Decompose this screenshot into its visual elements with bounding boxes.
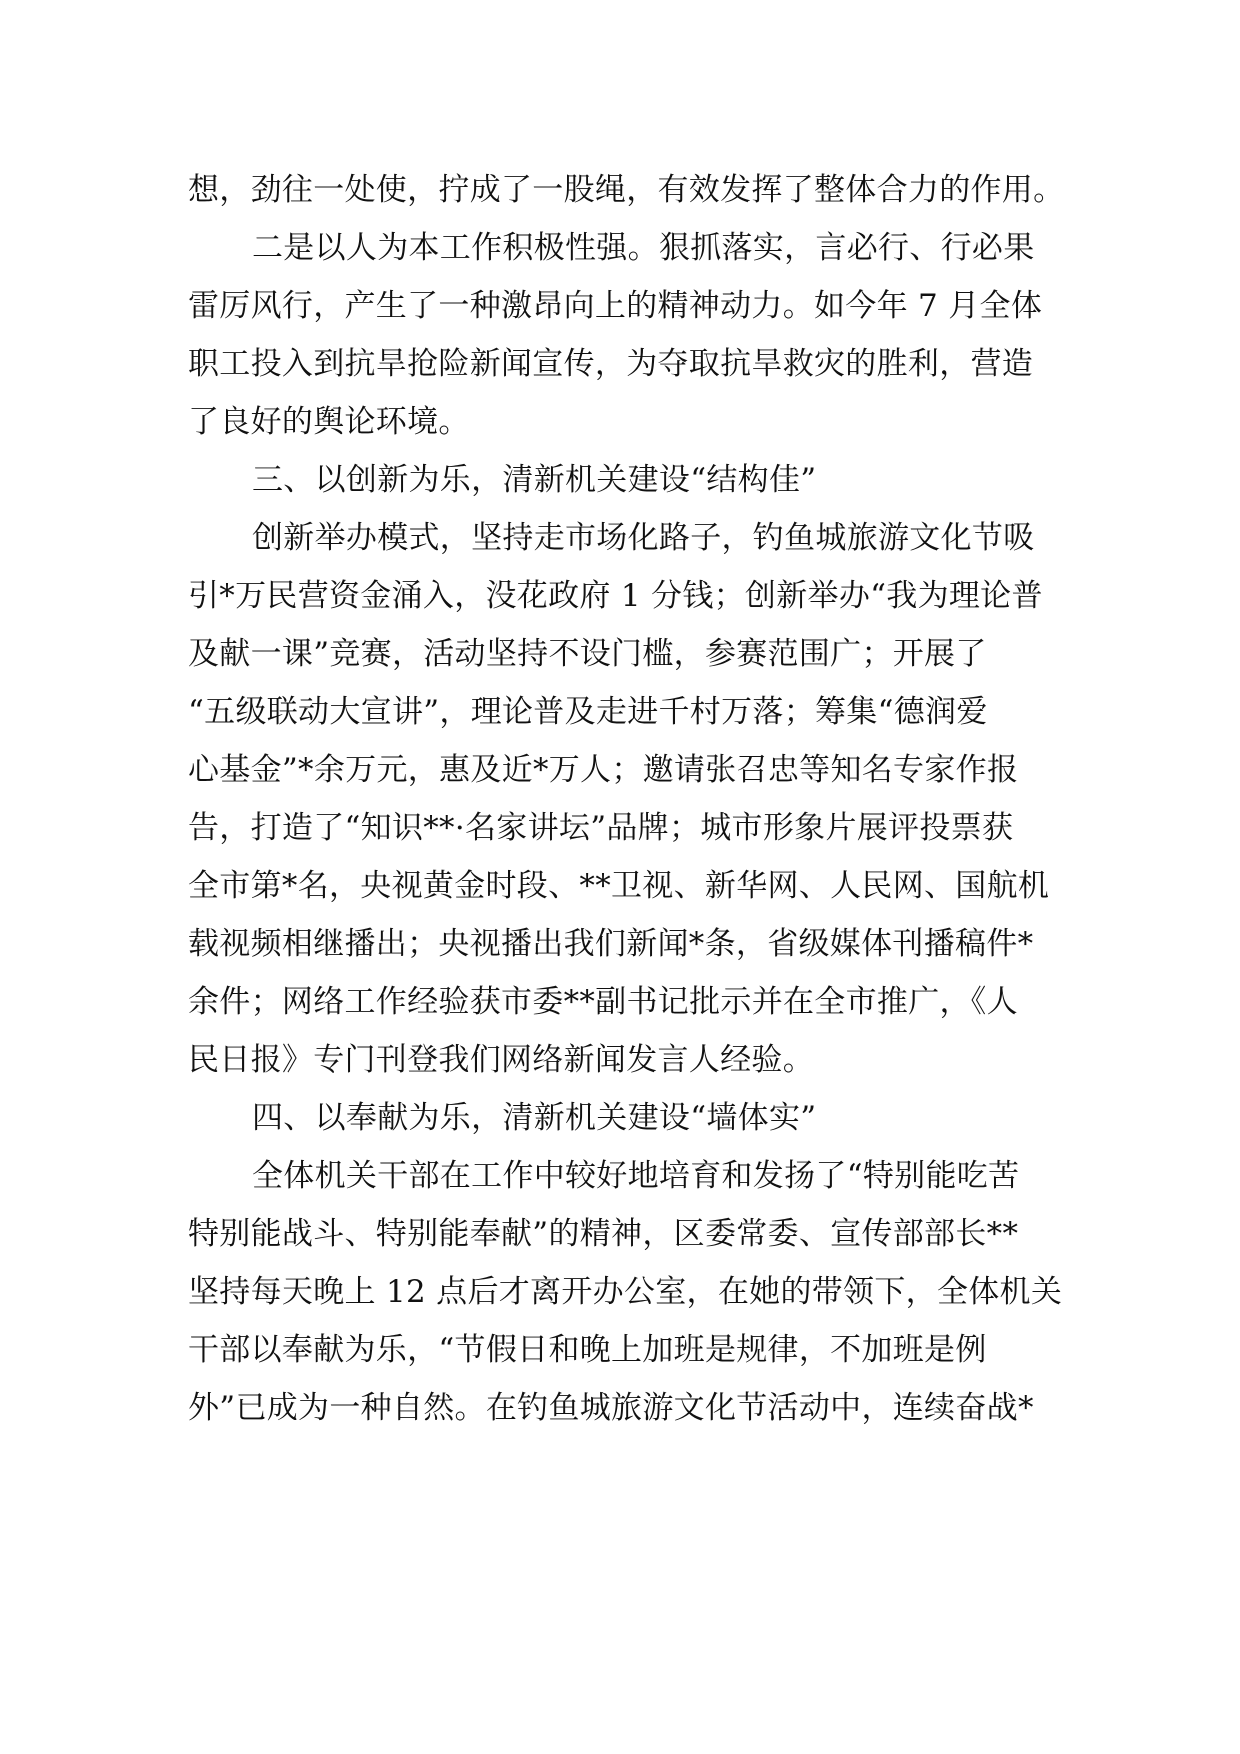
text-line: 全体机关干部在工作中较好地培育和发扬了“特别能吃苦 [252, 1158, 1020, 1194]
text-line: 干部以奉献为乐，“节假日和晚上加班是规律，不加班是例 [188, 1332, 987, 1368]
text-line: 载视频相继播出；央视播出我们新闻*条，省级媒体刊播稿件* [188, 926, 1034, 962]
text-line: 余件；网络工作经验获市委**副书记批示并在全市推广，《人 [188, 984, 1018, 1020]
text-line: 民日报》专门刊登我们网络新闻发言人经验。 [188, 1042, 814, 1078]
text-line: 告，打造了“知识**·名家讲坛”品牌；城市形象片展评投票获 [188, 810, 1014, 846]
text-line: 想，劲往一处使，拧成了一股绳，有效发挥了整体合力的作用。 [188, 172, 1065, 208]
text-line: 及献一课”竞赛，活动坚持不设门槛，参赛范围广；开展了 [188, 636, 987, 672]
text-line: 坚持每天晚上 12 点后才离开办公室，在她的带领下，全体机关 [188, 1274, 1063, 1310]
text-line: 二是以人为本工作积极性强。狠抓落实，言必行、行必果 [252, 230, 1035, 266]
text-line: 创新举办模式，坚持走市场化路子，钓鱼城旅游文化节吸 [252, 520, 1035, 556]
text-line: 心基金”*余万元，惠及近*万人；邀请张召忠等知名专家作报 [188, 752, 1019, 788]
section-heading: 三、以创新为乐，清新机关建设“结构佳” [252, 462, 817, 498]
text-line: 职工投入到抗旱抢险新闻宣传，为夺取抗旱救灾的胜利，营造 [188, 346, 1034, 382]
text-line: 全市第*名，央视黄金时段、**卫视、新华网、人民网、国航机 [188, 868, 1050, 904]
section-heading: 四、以奉献为乐，清新机关建设“墙体实” [252, 1100, 817, 1136]
text-line: “五级联动大宣讲”，理论普及走进千村万落；筹集“德润爱 [188, 694, 988, 730]
text-line: 了良好的舆论环境。 [188, 404, 470, 440]
text-line: 引*万民营资金涌入，没花政府 1 分钱；创新举办“我为理论普 [188, 578, 1043, 614]
text-line: 外”已成为一种自然。在钓鱼城旅游文化节活动中，连续奋战* [188, 1390, 1034, 1426]
text-line: 特别能战斗、特别能奉献”的精神，区委常委、宣传部部长** [188, 1216, 1019, 1252]
text-line: 雷厉风行，产生了一种激昂向上的精神动力。如今年 7 月全体 [188, 288, 1043, 324]
